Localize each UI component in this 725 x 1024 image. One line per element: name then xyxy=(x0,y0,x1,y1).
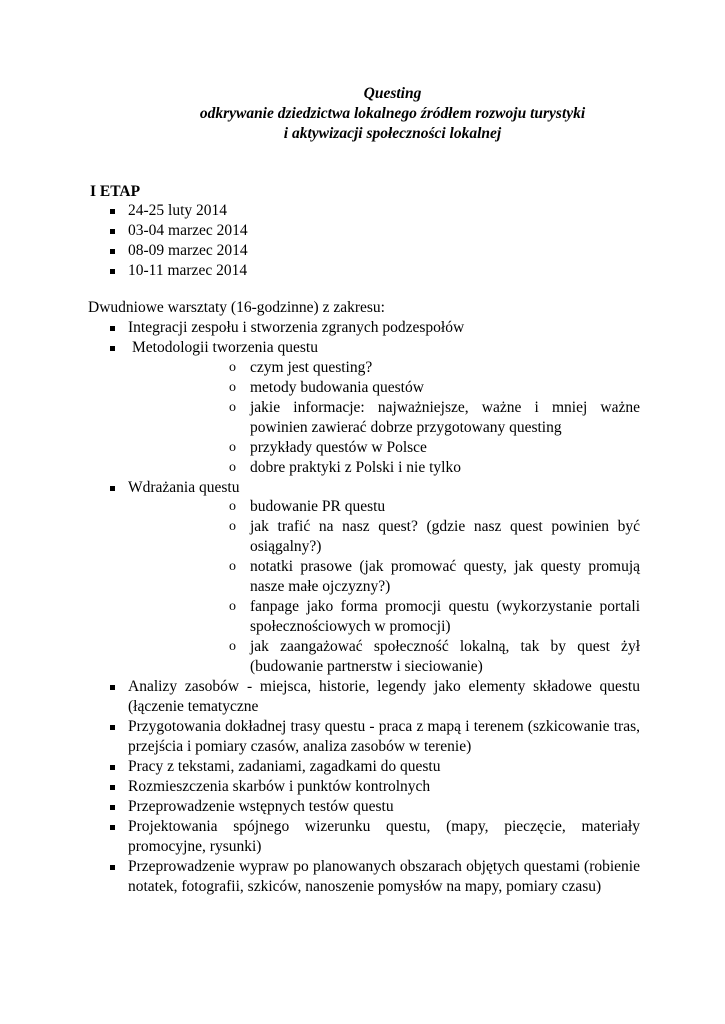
date-item: 08-09 marzec 2014 xyxy=(128,242,248,259)
title-line-1: Questing xyxy=(363,85,422,102)
topic-item: Przeprowadzenie wypraw po planowanych obszarach objętych questami (robienie notatek, fotografii, szkiców, nanoszenie pomysłów na mapy, pomiary czasu) xyxy=(128,858,640,895)
bullet-square xyxy=(110,825,115,830)
topic-item: Analizy zasobów - miejsca, historie, legendy jako elementy składowe questu (łączenie tematyczne xyxy=(128,678,640,715)
bullet-square xyxy=(110,725,115,730)
subtopic-item: jak trafić na nasz quest? (gdzie nasz quest powinien być osiągalny?) xyxy=(250,518,640,555)
document-title xyxy=(0,84,725,144)
bullet-circle: o xyxy=(229,599,236,614)
subtopic-item: czym jest questing? xyxy=(250,359,373,376)
topic-item: Projektowania spójnego wizerunku questu, (mapy, pieczęcie, materiały promocyjne, rysunki) xyxy=(128,818,640,855)
topic-item: Rozmieszczenia skarbów i punktów kontrolnych xyxy=(128,778,431,795)
bullet-square xyxy=(110,269,115,274)
title-line-3: i aktywizacji społeczności lokalnej xyxy=(283,125,502,142)
date-item: 10-11 marzec 2014 xyxy=(128,262,248,279)
subtopic-item: jak zaangażować społeczność lokalną, tak by quest żył (budowanie partnerstw i sieciowanie) xyxy=(250,638,640,675)
date-item: 24-25 luty 2014 xyxy=(128,202,228,219)
bullet-square xyxy=(110,865,115,870)
bullet-circle: o xyxy=(229,499,236,514)
bullet-circle: o xyxy=(229,400,236,415)
subtopic-item: budowanie PR questu xyxy=(250,498,386,515)
bullet-circle: o xyxy=(229,460,236,475)
topic-item: Pracy z tekstami, zadaniami, zagadkami do questu xyxy=(128,758,441,775)
bullet-square xyxy=(110,229,115,234)
bullet-square xyxy=(110,805,115,810)
bullet-square xyxy=(110,209,115,214)
subtopic-item: metody budowania questów xyxy=(250,379,424,396)
bullet-circle: o xyxy=(229,639,236,654)
topic-item: Przygotowania dokładnej trasy questu - praca z mapą i terenem (szkicowanie tras, przejścia i pomiary czasów, analiza zasobów w terenie) xyxy=(128,718,640,755)
bullet-square xyxy=(110,685,115,690)
bullet-circle: o xyxy=(229,360,236,375)
bullet-square xyxy=(110,765,115,770)
bullet-square xyxy=(110,785,115,790)
subtopic-item: fanpage jako forma promocji questu (wykorzystanie portali społecznościowych w promocji) xyxy=(250,598,640,635)
date-item: 03-04 marzec 2014 xyxy=(128,222,248,239)
topic-item: Integracji zespołu i stworzenia zgranych podzespołów xyxy=(128,319,465,336)
bullet-square xyxy=(110,326,115,331)
bullet-circle: o xyxy=(229,559,236,574)
title-line-2: odkrywanie dziedzictwa lokalnego źródłem rozwoju turystyki xyxy=(199,105,586,122)
subtopic-item: przykłady questów w Polsce xyxy=(250,439,427,456)
topic-item: Przeprowadzenie wstępnych testów questu xyxy=(128,798,394,815)
bullet-square xyxy=(110,249,115,254)
stage-heading: I ETAP xyxy=(90,183,141,200)
bullet-circle: o xyxy=(229,380,236,395)
bullet-circle: o xyxy=(229,440,236,455)
bullet-square xyxy=(110,346,115,351)
subtopic-item: dobre praktyki z Polski i nie tylko xyxy=(250,459,461,476)
bullet-circle: o xyxy=(229,519,236,534)
topic-item: Wdrażania questu xyxy=(128,479,240,496)
topic-item: Metodologii tworzenia questu xyxy=(132,339,318,356)
bullet-square xyxy=(110,486,115,491)
subtopic-item: jakie informacje: najważniejsze, ważne i mniej ważne powinien zawierać dobrze przygotowany questing xyxy=(250,399,640,436)
intro-text: Dwudniowe warsztaty (16-godzinne) z zakresu: xyxy=(88,299,385,316)
subtopic-item: notatki prasowe (jak promować questy, jak questy promują nasze małe ojczyzny?) xyxy=(250,558,640,595)
